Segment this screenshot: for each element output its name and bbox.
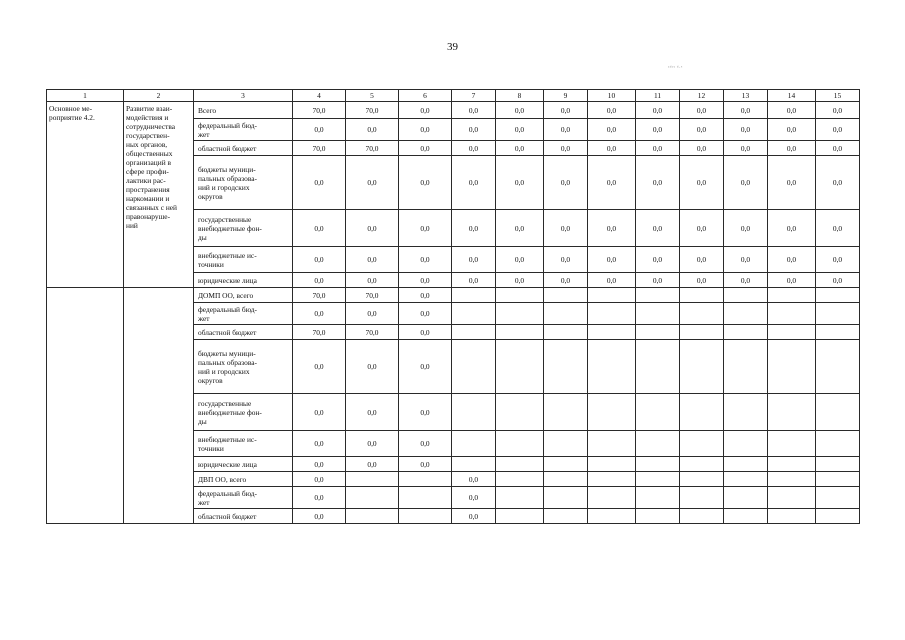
value-cell — [768, 303, 816, 325]
value-cell — [680, 325, 724, 340]
value-cell — [636, 431, 680, 457]
funding-source-label: бюджеты муници- пальных образова- ний и городских округов — [194, 156, 293, 210]
value-cell — [544, 325, 588, 340]
value-cell — [680, 509, 724, 524]
value-cell: 0,0 — [768, 141, 816, 156]
value-cell — [496, 394, 544, 431]
budget-table — [46, 89, 860, 524]
empty-cell — [124, 288, 194, 524]
value-cell — [724, 303, 768, 325]
value-cell: 0,0 — [452, 472, 496, 487]
column-header: 10 — [588, 90, 636, 102]
value-cell: 0,0 — [452, 487, 496, 509]
table-row — [47, 102, 860, 119]
value-cell: 0,0 — [399, 303, 452, 325]
value-cell — [636, 394, 680, 431]
value-cell: 0,0 — [768, 273, 816, 288]
value-cell — [816, 340, 860, 394]
value-cell: 0,0 — [293, 457, 346, 472]
value-cell — [588, 288, 636, 303]
value-cell — [452, 457, 496, 472]
value-cell — [452, 394, 496, 431]
value-cell — [496, 303, 544, 325]
value-cell: 0,0 — [544, 102, 588, 119]
value-cell: 0,0 — [544, 247, 588, 273]
value-cell: 0,0 — [724, 273, 768, 288]
value-cell — [346, 509, 399, 524]
value-cell — [544, 303, 588, 325]
value-cell: 0,0 — [346, 156, 399, 210]
activity-code-cell: Основное ме- роприятие 4.2. — [47, 102, 124, 288]
value-cell: 0,0 — [293, 394, 346, 431]
value-cell: 0,0 — [724, 102, 768, 119]
value-cell: 0,0 — [346, 247, 399, 273]
value-cell: 0,0 — [496, 156, 544, 210]
value-cell — [496, 325, 544, 340]
value-cell: 0,0 — [636, 119, 680, 141]
value-cell: 0,0 — [293, 247, 346, 273]
value-cell — [452, 340, 496, 394]
value-cell — [724, 340, 768, 394]
value-cell — [816, 431, 860, 457]
value-cell: 0,0 — [680, 210, 724, 247]
value-cell: 0,0 — [724, 141, 768, 156]
value-cell: 0,0 — [496, 141, 544, 156]
value-cell — [636, 303, 680, 325]
funding-source-label: внебюджетные ис- точники — [194, 247, 293, 273]
column-header: 6 — [399, 90, 452, 102]
value-cell — [768, 340, 816, 394]
value-cell: 0,0 — [293, 273, 346, 288]
value-cell: 0,0 — [588, 141, 636, 156]
value-cell: 70,0 — [346, 141, 399, 156]
value-cell: 0,0 — [496, 273, 544, 288]
value-cell: 0,0 — [346, 340, 399, 394]
value-cell — [452, 325, 496, 340]
value-cell — [399, 509, 452, 524]
value-cell: 0,0 — [816, 247, 860, 273]
value-cell: 70,0 — [293, 288, 346, 303]
value-cell — [724, 472, 768, 487]
value-cell: 70,0 — [293, 141, 346, 156]
value-cell: 0,0 — [816, 273, 860, 288]
value-cell: 70,0 — [293, 102, 346, 119]
column-header: 3 — [194, 90, 293, 102]
value-cell — [588, 457, 636, 472]
value-cell — [544, 472, 588, 487]
value-cell: 0,0 — [346, 273, 399, 288]
value-cell: 0,0 — [346, 119, 399, 141]
value-cell: 0,0 — [399, 102, 452, 119]
column-header: 14 — [768, 90, 816, 102]
value-cell: 0,0 — [768, 102, 816, 119]
value-cell: 0,0 — [452, 509, 496, 524]
value-cell: 0,0 — [496, 119, 544, 141]
funding-source-label: государственные внебюджетные фон- ды — [194, 394, 293, 431]
value-cell: 0,0 — [399, 119, 452, 141]
value-cell — [724, 394, 768, 431]
value-cell — [452, 288, 496, 303]
value-cell: 0,0 — [346, 457, 399, 472]
value-cell — [816, 288, 860, 303]
value-cell: 0,0 — [636, 156, 680, 210]
funding-source-label: федеральный бюд- жет — [194, 487, 293, 509]
value-cell — [496, 431, 544, 457]
value-cell — [816, 472, 860, 487]
funding-source-label: внебюджетные ис- точники — [194, 431, 293, 457]
funding-source-label: федеральный бюд- жет — [194, 303, 293, 325]
value-cell — [816, 325, 860, 340]
stamp-text: ᵃᵈᵒᵎ ᵈ·ˢ — [668, 66, 683, 71]
value-cell: 0,0 — [346, 394, 399, 431]
column-header: 4 — [293, 90, 346, 102]
value-cell: 0,0 — [724, 156, 768, 210]
value-cell: 0,0 — [452, 273, 496, 288]
value-cell — [724, 457, 768, 472]
value-cell: 0,0 — [544, 273, 588, 288]
value-cell — [452, 431, 496, 457]
column-header: 12 — [680, 90, 724, 102]
value-cell: 0,0 — [724, 119, 768, 141]
value-cell: 0,0 — [680, 102, 724, 119]
value-cell: 0,0 — [496, 210, 544, 247]
funding-source-label: областной бюджет — [194, 509, 293, 524]
value-cell — [399, 487, 452, 509]
value-cell — [724, 325, 768, 340]
value-cell — [680, 340, 724, 394]
value-cell: 0,0 — [293, 340, 346, 394]
value-cell — [544, 394, 588, 431]
value-cell — [544, 509, 588, 524]
value-cell — [768, 325, 816, 340]
empty-cell — [47, 288, 124, 524]
value-cell — [724, 487, 768, 509]
value-cell: 0,0 — [496, 102, 544, 119]
value-cell — [680, 303, 724, 325]
value-cell — [680, 431, 724, 457]
value-cell — [680, 472, 724, 487]
value-cell: 70,0 — [346, 102, 399, 119]
value-cell: 0,0 — [588, 210, 636, 247]
value-cell: 0,0 — [399, 141, 452, 156]
value-cell: 0,0 — [544, 210, 588, 247]
value-cell — [496, 457, 544, 472]
funding-source-label: федеральный бюд- жет — [194, 119, 293, 141]
value-cell — [816, 303, 860, 325]
value-cell: 0,0 — [680, 141, 724, 156]
funding-source-label: бюджеты муници- пальных образова- ний и городских округов — [194, 340, 293, 394]
value-cell: 0,0 — [768, 156, 816, 210]
value-cell: 0,0 — [768, 119, 816, 141]
value-cell — [816, 394, 860, 431]
value-cell: 0,0 — [452, 247, 496, 273]
value-cell — [588, 340, 636, 394]
value-cell — [544, 431, 588, 457]
value-cell: 0,0 — [293, 210, 346, 247]
value-cell: 0,0 — [293, 303, 346, 325]
value-cell: 0,0 — [293, 487, 346, 509]
value-cell: 0,0 — [399, 394, 452, 431]
value-cell — [680, 457, 724, 472]
column-header: 5 — [346, 90, 399, 102]
funding-source-label: ДВП ОО, всего — [194, 472, 293, 487]
value-cell — [588, 487, 636, 509]
value-cell: 0,0 — [452, 102, 496, 119]
value-cell — [588, 509, 636, 524]
value-cell: 0,0 — [768, 210, 816, 247]
value-cell — [816, 457, 860, 472]
funding-source-label: областной бюджет — [194, 325, 293, 340]
value-cell — [768, 487, 816, 509]
value-cell: 0,0 — [346, 210, 399, 247]
value-cell — [544, 457, 588, 472]
value-cell — [816, 509, 860, 524]
value-cell — [346, 487, 399, 509]
value-cell: 0,0 — [293, 431, 346, 457]
value-cell: 0,0 — [399, 210, 452, 247]
page-number: 39 — [447, 41, 458, 53]
value-cell: 0,0 — [399, 325, 452, 340]
value-cell — [588, 325, 636, 340]
funding-source-label: государственные внебюджетные фон- ды — [194, 210, 293, 247]
value-cell — [496, 340, 544, 394]
column-header: 11 — [636, 90, 680, 102]
value-cell — [544, 340, 588, 394]
column-header: 7 — [452, 90, 496, 102]
value-cell — [496, 288, 544, 303]
value-cell: 0,0 — [399, 457, 452, 472]
value-cell — [588, 394, 636, 431]
column-header: 1 — [47, 90, 124, 102]
value-cell — [496, 487, 544, 509]
column-header: 15 — [816, 90, 860, 102]
funding-source-label: областной бюджет — [194, 141, 293, 156]
value-cell: 0,0 — [636, 247, 680, 273]
value-cell: 0,0 — [293, 472, 346, 487]
column-header: 9 — [544, 90, 588, 102]
value-cell — [588, 431, 636, 457]
funding-source-label: юридические лица — [194, 273, 293, 288]
value-cell: 0,0 — [293, 509, 346, 524]
value-cell — [399, 472, 452, 487]
value-cell — [346, 472, 399, 487]
value-cell — [636, 288, 680, 303]
value-cell — [768, 394, 816, 431]
value-cell: 0,0 — [544, 156, 588, 210]
value-cell: 0,0 — [544, 119, 588, 141]
value-cell — [636, 487, 680, 509]
value-cell — [768, 509, 816, 524]
table-row — [47, 288, 860, 303]
column-header: 2 — [124, 90, 194, 102]
value-cell: 0,0 — [636, 210, 680, 247]
column-header: 13 — [724, 90, 768, 102]
value-cell: 0,0 — [293, 156, 346, 210]
value-cell: 0,0 — [816, 156, 860, 210]
value-cell: 0,0 — [636, 273, 680, 288]
value-cell — [636, 457, 680, 472]
value-cell: 70,0 — [346, 288, 399, 303]
value-cell: 0,0 — [588, 273, 636, 288]
value-cell — [768, 472, 816, 487]
value-cell — [724, 509, 768, 524]
funding-source-label: Всего — [194, 102, 293, 119]
funding-source-label: юридические лица — [194, 457, 293, 472]
value-cell: 0,0 — [452, 119, 496, 141]
value-cell: 0,0 — [768, 247, 816, 273]
value-cell: 70,0 — [346, 325, 399, 340]
value-cell — [544, 288, 588, 303]
value-cell: 0,0 — [816, 119, 860, 141]
value-cell: 0,0 — [724, 210, 768, 247]
header-row — [47, 90, 860, 102]
value-cell — [588, 303, 636, 325]
value-cell — [496, 472, 544, 487]
value-cell: 0,0 — [680, 119, 724, 141]
value-cell: 0,0 — [680, 156, 724, 210]
value-cell — [680, 394, 724, 431]
activity-name-cell: Развитие взаи- модействия и сотрудничества государствен- ных органов, общественных организаций в сфере профи- лактики рас- пространения наркомании и связанных с ней правонаруше- ний — [124, 102, 194, 288]
value-cell: 0,0 — [399, 431, 452, 457]
value-cell: 0,0 — [452, 210, 496, 247]
value-cell: 0,0 — [724, 247, 768, 273]
value-cell: 0,0 — [399, 288, 452, 303]
value-cell: 0,0 — [399, 273, 452, 288]
value-cell: 0,0 — [346, 431, 399, 457]
value-cell — [496, 509, 544, 524]
value-cell: 0,0 — [399, 340, 452, 394]
value-cell — [544, 487, 588, 509]
value-cell: 0,0 — [452, 156, 496, 210]
value-cell: 0,0 — [816, 102, 860, 119]
value-cell — [452, 303, 496, 325]
value-cell: 0,0 — [544, 141, 588, 156]
value-cell: 0,0 — [680, 247, 724, 273]
value-cell — [724, 288, 768, 303]
value-cell — [768, 431, 816, 457]
value-cell: 0,0 — [636, 141, 680, 156]
funding-source-label: ДОМП ОО, всего — [194, 288, 293, 303]
value-cell: 0,0 — [588, 119, 636, 141]
value-cell: 0,0 — [816, 141, 860, 156]
value-cell: 70,0 — [293, 325, 346, 340]
value-cell — [768, 288, 816, 303]
value-cell: 0,0 — [346, 303, 399, 325]
value-cell: 0,0 — [496, 247, 544, 273]
value-cell: 0,0 — [636, 102, 680, 119]
value-cell — [680, 288, 724, 303]
value-cell: 0,0 — [680, 273, 724, 288]
value-cell: 0,0 — [588, 156, 636, 210]
value-cell: 0,0 — [399, 156, 452, 210]
value-cell — [636, 325, 680, 340]
value-cell — [680, 487, 724, 509]
value-cell — [588, 472, 636, 487]
value-cell — [768, 457, 816, 472]
value-cell: 0,0 — [399, 247, 452, 273]
value-cell: 0,0 — [293, 119, 346, 141]
value-cell: 0,0 — [452, 141, 496, 156]
value-cell: 0,0 — [816, 210, 860, 247]
value-cell — [636, 509, 680, 524]
column-header: 8 — [496, 90, 544, 102]
value-cell — [724, 431, 768, 457]
value-cell — [636, 472, 680, 487]
value-cell — [636, 340, 680, 394]
value-cell — [816, 487, 860, 509]
value-cell: 0,0 — [588, 247, 636, 273]
value-cell: 0,0 — [588, 102, 636, 119]
